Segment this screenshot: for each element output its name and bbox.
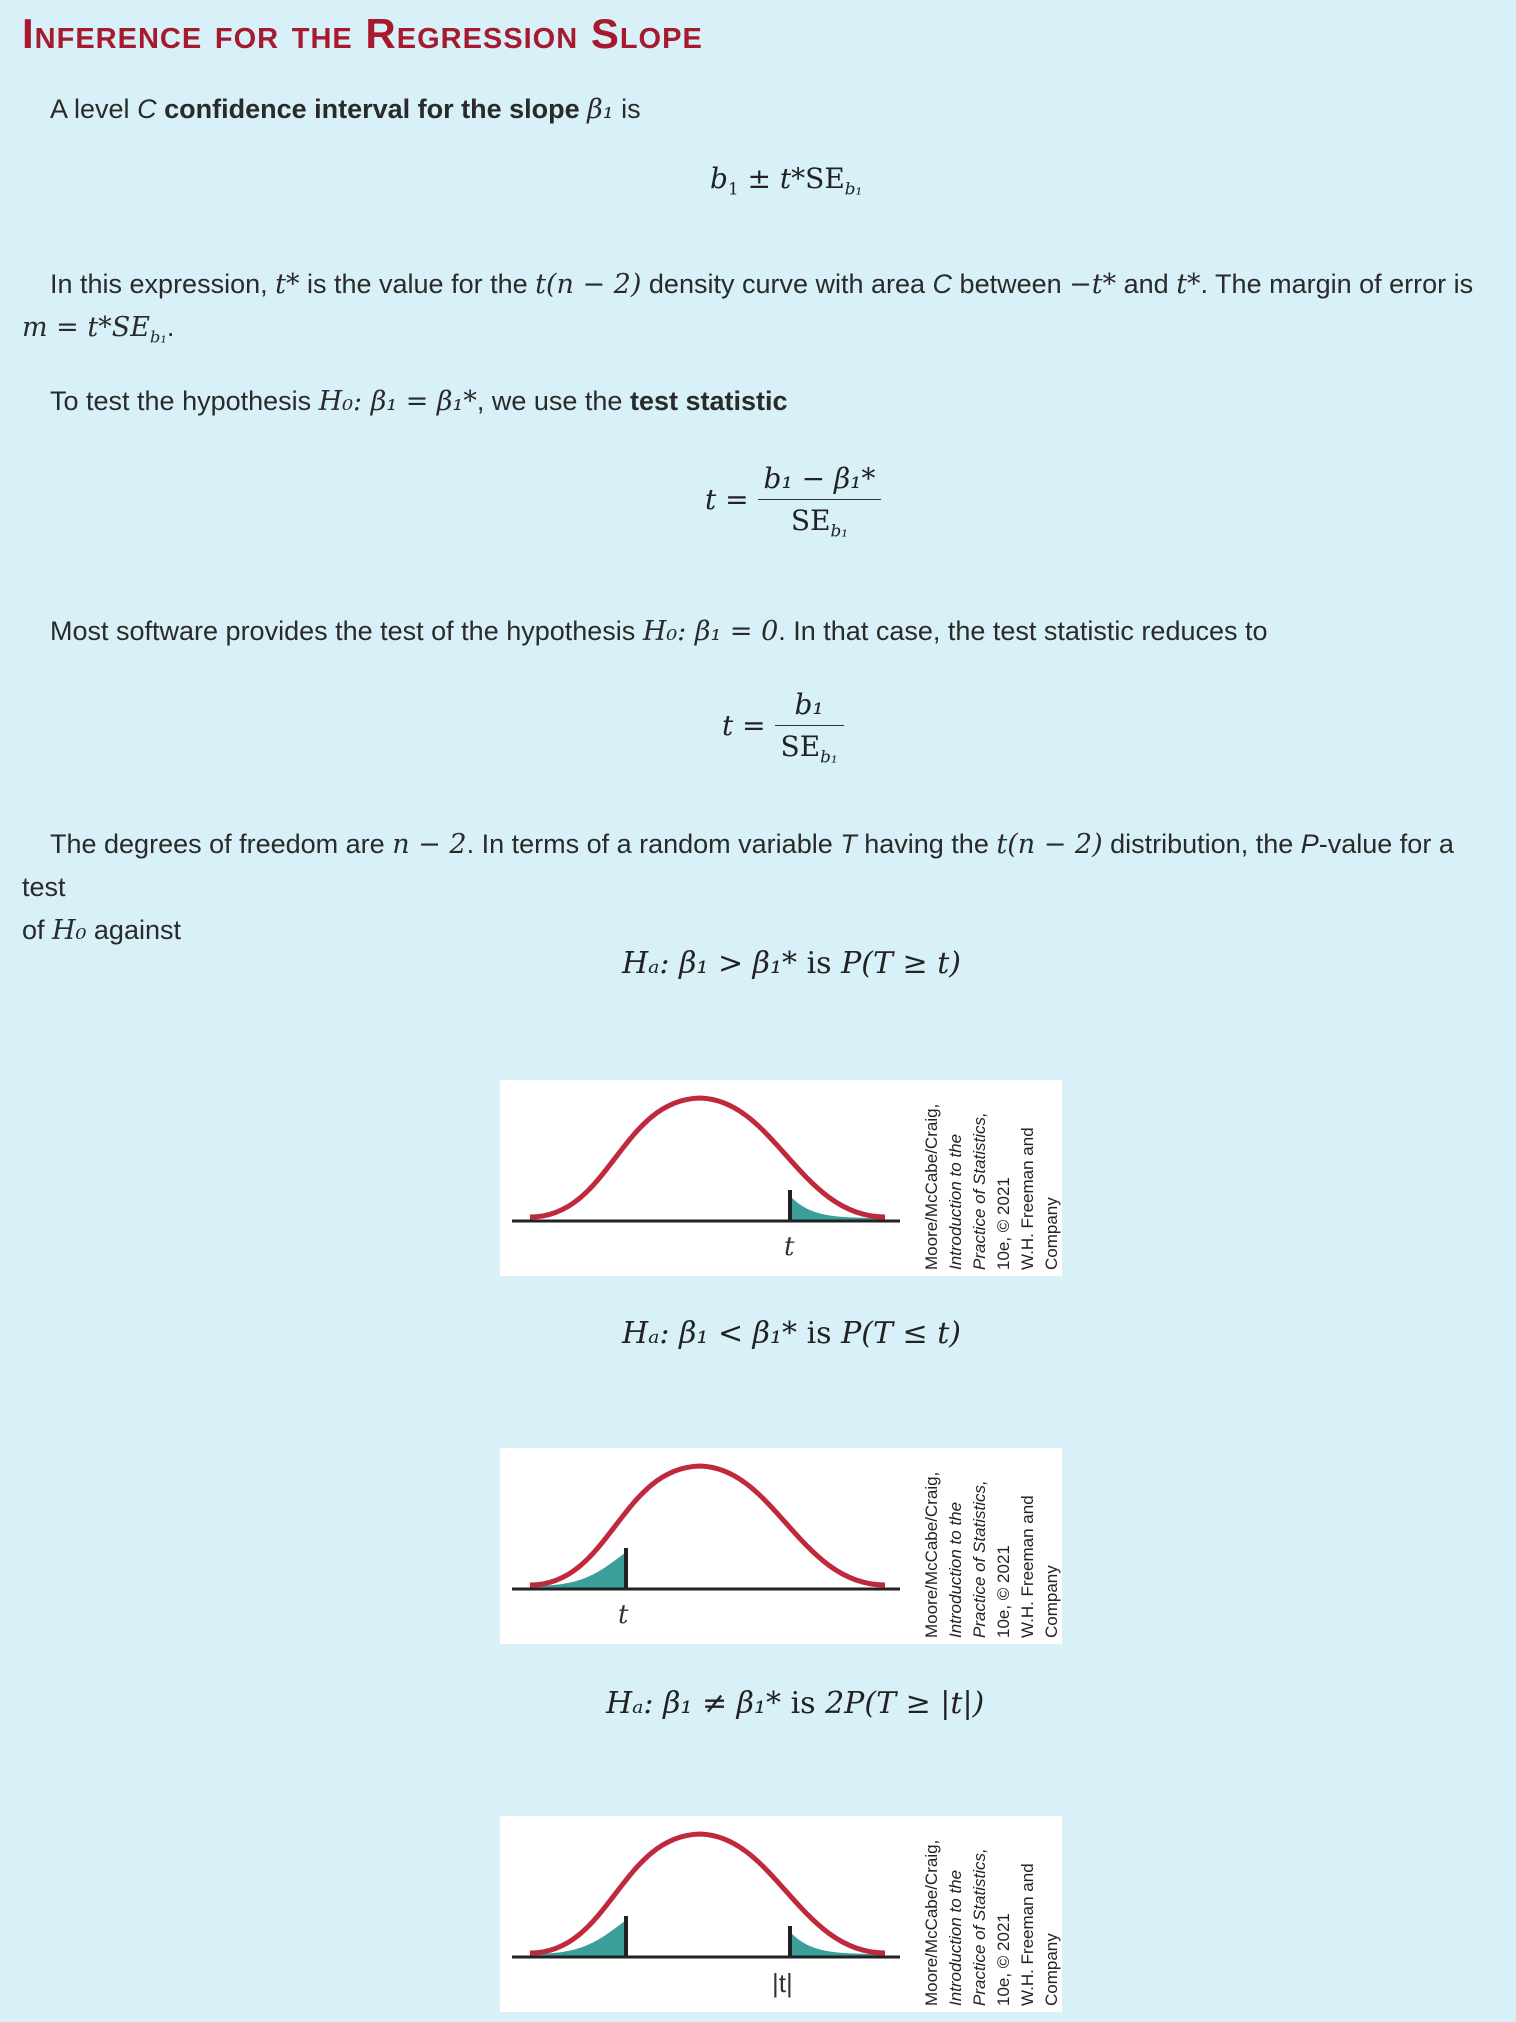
left-tail-figure <box>500 1448 1062 1644</box>
p-value-text: The degrees of freedom are n − 2. In terms of a random variable T having the t(n − 2) distribution, the P-value for a test of H₀ against <box>22 829 1454 946</box>
figure-credit: Moore/McCabe/Craig, Introduction to the Practice of Statistics, 10e, © 2021 W.H. Freeman and Company <box>922 1839 1061 2006</box>
left-tail-t-label: t <box>618 1600 629 1630</box>
alt-greater: Hₐ: β₁ > β₁* is P(T ≥ t) <box>622 946 961 981</box>
density-curve <box>530 1466 885 1585</box>
left-tail-curve-svg <box>500 1448 920 1644</box>
reduced-statistic-formula: t = $\frac{\text{b₁}}{SE_{b_1}}$ <box>722 688 844 767</box>
test-statistic-intro: To test the hypothesis H₀: β₁ = β₁*, we use the test statistic <box>50 386 788 417</box>
two-tail-figure <box>500 1816 1062 2012</box>
right-tail-t-label: t <box>784 1232 795 1262</box>
alt-not-equal: Hₐ: β₁ ≠ β₁* is 2P(T ≥ |t|) <box>606 1686 985 1721</box>
two-tail-abs-t-label: |t| <box>772 1968 793 1998</box>
density-curve <box>530 1834 885 1953</box>
right-tail-curve-svg <box>500 1080 920 1276</box>
test-statistic-formula: t = $\frac{\text{b₁ − β₁*}}{SE_{b_1}}$ <box>705 462 881 541</box>
software-test-text: Most software provides the test of the hypothesis H₀: β₁ = 0. In that case, the test statistic reduces to <box>50 616 1268 647</box>
two-tail-curve-svg <box>500 1816 920 2012</box>
figure-credit: Moore/McCabe/Craig, Introduction to the Practice of Statistics, 10e, © 2021 W.H. Freeman and Company <box>922 1103 1061 1270</box>
alt-less: Hₐ: β₁ < β₁* is P(T ≤ t) <box>622 1316 961 1351</box>
ci-formula: $b_1 \pm t*SE_{b_1}$ <box>710 162 863 199</box>
ci-intro: A level C confidence interval for the slope β₁ is <box>50 94 641 125</box>
density-curve <box>530 1098 885 1217</box>
margin-of-error-text: In this expression, t* is the value for the t(n − 2) density curve with area C between −t* and t*. The margin of error is $m = t*SE_{b_1}$. <box>22 269 1474 347</box>
page-title: Inference for the Regression Slope <box>22 10 703 57</box>
figure-credit: Moore/McCabe/Craig, Introduction to the Practice of Statistics, 10e, © 2021 W.H. Freeman and Company <box>922 1471 1061 1638</box>
right-tail-figure <box>500 1080 1062 1276</box>
